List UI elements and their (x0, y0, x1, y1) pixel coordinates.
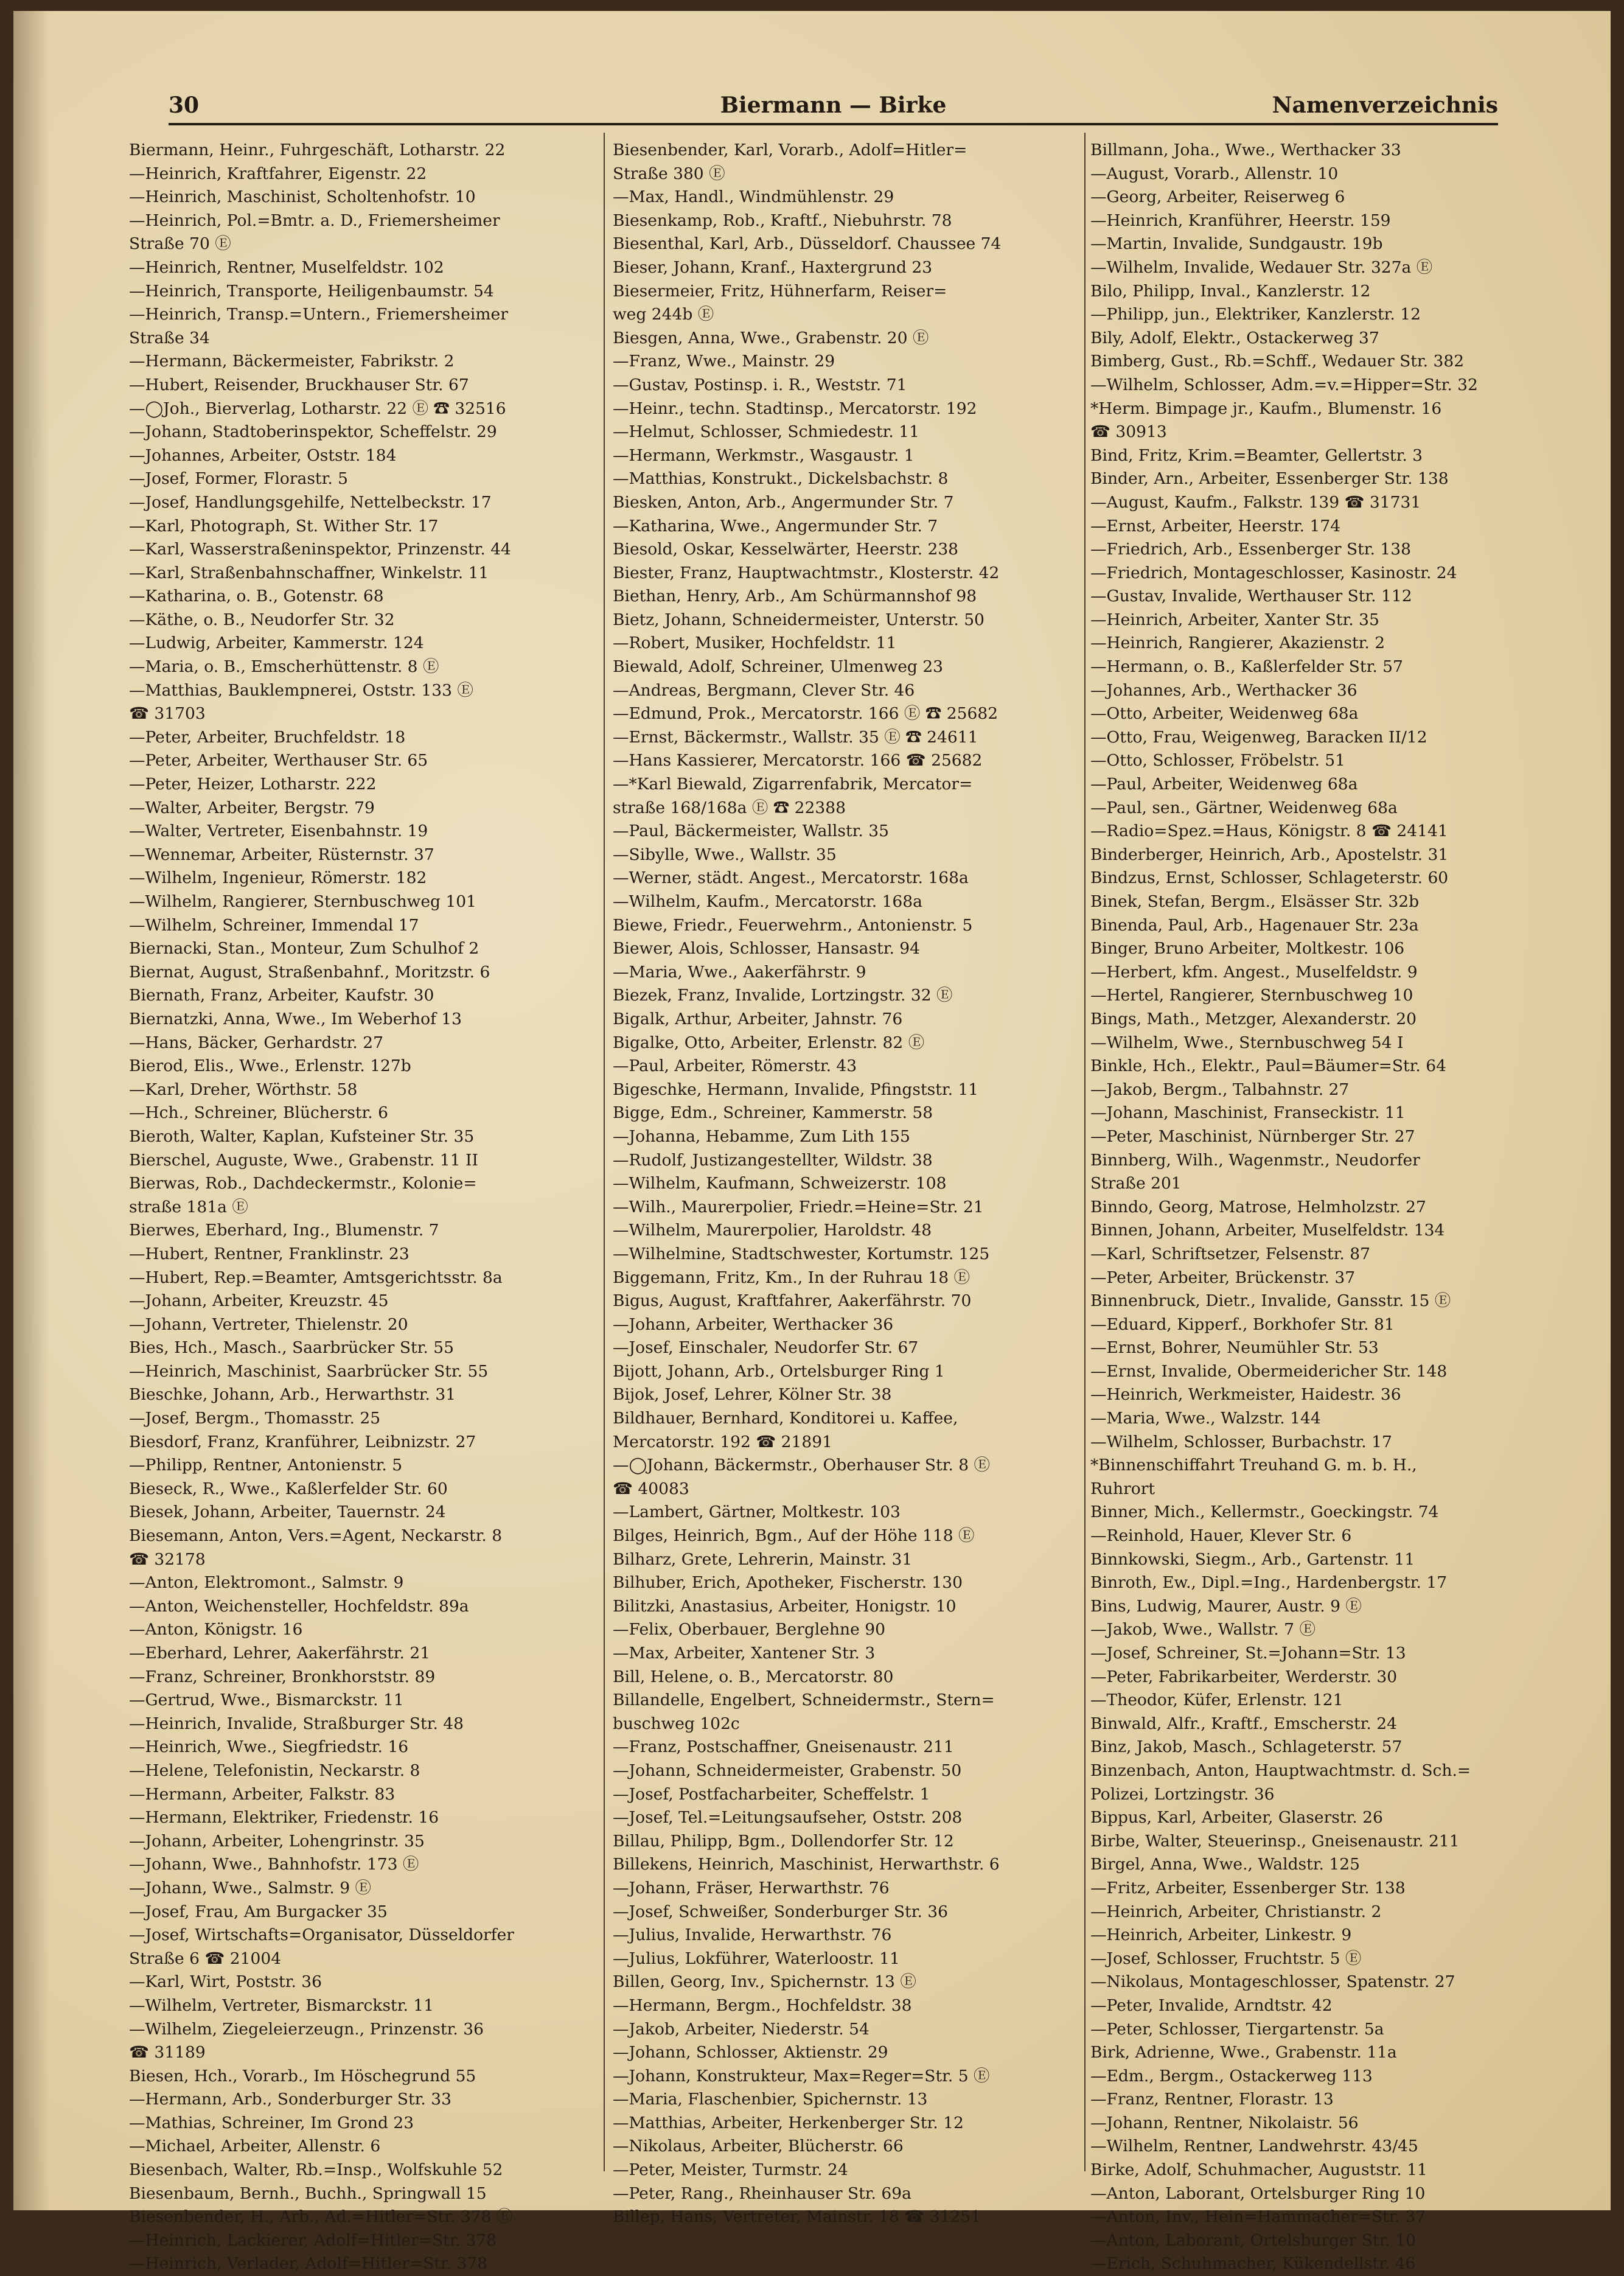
directory-entry: —Heinrich, Rentner, Muselfeldstr. 102 (129, 257, 444, 277)
directory-entry: ☎ 32178 (129, 1549, 206, 1569)
directory-entry: —Matthias, Arbeiter, Herkenberger Str. 12 (613, 2113, 964, 2132)
directory-entry: —Peter, Arbeiter, Brückenstr. 37 (1090, 1268, 1356, 1287)
directory-entry: buschweg 102c (613, 1714, 740, 1733)
directory-entry: Birke, Adolf, Schuhmacher, Auguststr. 11 (1090, 2160, 1427, 2180)
directory-entry: Billekens, Heinrich, Maschinist, Herwarthstr. 6 (613, 1855, 1000, 1874)
directory-entry: Biesermeier, Fritz, Hühnerfarm, Reiser= (613, 281, 947, 301)
directory-entry: —Hermann, Arbeiter, Falkstr. 83 (129, 1784, 396, 1804)
directory-entry: —Hermann, Bäckermeister, Fabrikstr. 2 (129, 352, 455, 371)
directory-entry: Bind, Fritz, Krim.=Beamter, Gellertstr. 3 (1090, 445, 1423, 465)
directory-entry: —Eberhard, Lehrer, Aakerfährstr. 21 (129, 1644, 431, 1663)
directory-entry: Bieser, Johann, Kranf., Haxtergrund 23 (613, 257, 933, 277)
directory-entry: —Ernst, Invalide, Obermeidericher Str. 148 (1090, 1361, 1448, 1381)
directory-entry: Bierwas, Rob., Dachdeckermstr., Kolonie= (129, 1174, 477, 1193)
directory-entry: Binroth, Ew., Dipl.=Ing., Hardenbergstr. 17 (1090, 1573, 1448, 1593)
directory-entry: Bilitzki, Anastasius, Arbeiter, Honigstr. 10 (613, 1596, 957, 1616)
directory-entry: —Anton, Weichensteller, Hochfeldstr. 89a (129, 1596, 469, 1616)
directory-entry: Biethan, Henry, Arb., Am Schürmannshof 98 (613, 587, 977, 606)
directory-entry: —Johann, Schlosser, Aktienstr. 29 (613, 2043, 888, 2062)
directory-entry: straße 181a Ⓔ (129, 1197, 248, 1217)
directory-entry: —Heinrich, Transp.=Untern., Friemersheimer (129, 305, 508, 324)
directory-entry: —Martin, Invalide, Sundgaustr. 19b (1090, 234, 1383, 254)
directory-entry: Bins, Ludwig, Maurer, Austr. 9 Ⓔ (1090, 1596, 1362, 1616)
directory-entry: Bies, Hch., Masch., Saarbrücker Str. 55 (129, 1338, 454, 1358)
directory-entry: —Fritz, Arbeiter, Essenberger Str. 138 (1090, 1878, 1406, 1897)
directory-entry: Bindzus, Ernst, Schlosser, Schlageterstr. 60 (1090, 868, 1449, 888)
directory-entry: Biesenbender, H., Arb., Ad.=Hitler=Str. 378 Ⓔ (129, 2207, 513, 2227)
directory-entry: —Michael, Arbeiter, Allenstr. 6 (129, 2137, 381, 2156)
directory-entry: straße 168/168a Ⓔ ☎ 22388 (613, 798, 846, 817)
directory-entry: Billandelle, Engelbert, Schneidermstr., Stern= (613, 1691, 995, 1710)
directory-entry: Biesek, Johann, Arbeiter, Tauernstr. 24 (129, 1503, 446, 1522)
directory-entry: —Jakob, Arbeiter, Niederstr. 54 (613, 2019, 870, 2039)
directory-entry: —Paul, Bäckermeister, Wallstr. 35 (613, 822, 889, 841)
directory-entry: —Walter, Vertreter, Eisenbahnstr. 19 (129, 822, 428, 841)
directory-entry: Biernacki, Stan., Monteur, Zum Schulhof 2 (129, 939, 479, 958)
directory-entry: *Herm. Bimpage jr., Kaufm., Blumenstr. 16 (1090, 399, 1442, 418)
directory-entry: —Heinrich, Kranführer, Heerstr. 159 (1090, 211, 1391, 230)
directory-entry: Bijott, Johann, Arb., Ortelsburger Ring 1 (613, 1361, 945, 1381)
directory-entry: —Johann, Maschinist, Franseckistr. 11 (1090, 1103, 1406, 1123)
directory-entry: —Wilhelm, Kaufm., Mercatorstr. 168a (613, 892, 922, 911)
directory-entry: —Rudolf, Justizangestellter, Wildstr. 38 (613, 1150, 933, 1170)
directory-entry: —Anton, Elektromont., Salmstr. 9 (129, 1573, 404, 1593)
directory-entry: —Johannes, Arbeiter, Oststr. 184 (129, 445, 397, 465)
directory-entry: —Ernst, Bohrer, Neumühler Str. 53 (1090, 1338, 1379, 1358)
directory-entry: —Wilhelm, Ziegeleierzeugn., Prinzenstr. 36 (129, 2019, 484, 2039)
directory-entry: —Franz, Postschaffner, Gneisenaustr. 211 (613, 1737, 954, 1757)
directory-column-left (129, 139, 593, 2274)
directory-entry: Biester, Franz, Hauptwachtmstr., Klosterstr. 42 (613, 563, 1000, 582)
directory-entry: —Radio=Spez.=Haus, Königstr. 8 ☎ 24141 (1090, 822, 1448, 841)
directory-entry: —Nikolaus, Arbeiter, Blücherstr. 66 (613, 2137, 904, 2156)
directory-entry: —Hubert, Rep.=Beamter, Amtsgerichtsstr. 8a (129, 1268, 503, 1287)
directory-entry: —Gertrud, Wwe., Bismarckstr. 11 (129, 1691, 404, 1710)
directory-entry: —Peter, Meister, Turmstr. 24 (613, 2160, 848, 2180)
directory-entry: Binnenbruck, Dietr., Invalide, Gansstr. 15 Ⓔ (1090, 1291, 1451, 1311)
directory-entry: Birgel, Anna, Wwe., Waldstr. 125 (1090, 1855, 1360, 1874)
directory-entry: —Josef, Wirtschafts=Organisator, Düsseldorfer (129, 1925, 514, 1945)
directory-entry: —Josef, Handlungsgehilfe, Nettelbeckstr. 17 (129, 492, 492, 512)
directory-entry: ☎ 31703 (129, 704, 206, 724)
directory-entry: Binnen, Johann, Arbeiter, Muselfeldstr. 134 (1090, 1221, 1445, 1240)
directory-entry: —Karl, Photograph, St. Wither Str. 17 (129, 516, 439, 536)
directory-entry: Bilhuber, Erich, Apotheker, Fischerstr. 130 (613, 1573, 963, 1593)
directory-entry: —Anton, Königstr. 16 (129, 1620, 303, 1639)
directory-entry: Birbe, Walter, Steuerinsp., Gneisenaustr. 211 (1090, 1831, 1460, 1851)
directory-entry: —Heinrich, Lackierer, Adolf=Hitler=Str. 378 (129, 2230, 497, 2250)
directory-entry: ☎ 30913 (1090, 422, 1167, 442)
directory-entry: Ruhrort (1090, 1479, 1155, 1498)
directory-entry: Binz, Jakob, Masch., Schlageterstr. 57 (1090, 1737, 1403, 1757)
directory-entry: —Katharina, Wwe., Angermunder Str. 7 (613, 516, 938, 536)
directory-entry: —Felix, Oberbauer, Berglehne 90 (613, 1620, 885, 1639)
directory-entry: —Eduard, Kipperf., Borkhofer Str. 81 (1090, 1314, 1395, 1334)
directory-entry: Bings, Math., Metzger, Alexanderstr. 20 (1090, 1009, 1417, 1028)
directory-entry: —Peter, Invalide, Arndtstr. 42 (1090, 1995, 1333, 2015)
directory-entry: —Wilhelm, Invalide, Wedauer Str. 327a Ⓔ (1090, 257, 1433, 277)
directory-entry: Bimberg, Gust., Rb.=Schff., Wedauer Str. 382 (1090, 352, 1465, 371)
directory-entry: —Heinrich, Arbeiter, Xanter Str. 35 (1090, 610, 1379, 629)
directory-entry: —Wilhelm, Vertreter, Bismarckstr. 11 (129, 1995, 434, 2015)
directory-entry: Biesenbach, Walter, Rb.=Insp., Wolfskuhle 52 (129, 2160, 503, 2180)
directory-entry: Bill, Helene, o. B., Mercatorstr. 80 (613, 1667, 894, 1686)
directory-entry: —Heinrich, Arbeiter, Linkestr. 9 (1090, 1925, 1352, 1945)
directory-entry: —Erich, Schuhmacher, Kükendellstr. 46 (1090, 2254, 1416, 2274)
directory-entry: Biewe, Friedr., Feuerwehrm., Antonienstr. 5 (613, 915, 973, 935)
directory-entry: —Käthe, o. B., Neudorfer Str. 32 (129, 610, 395, 629)
directory-entry: Bierwes, Eberhard, Ing., Blumenstr. 7 (129, 1221, 439, 1240)
directory-entry: —Josef, Schweißer, Sonderburger Str. 36 (613, 1902, 949, 1921)
directory-entry: —◯Joh., Bierverlag, Lotharstr. 22 Ⓔ ☎ 32516 (129, 399, 506, 418)
directory-entry: Binderberger, Heinrich, Arb., Apostelstr. 31 (1090, 845, 1449, 864)
directory-entry: —Johann, Wwe., Salmstr. 9 Ⓔ (129, 1878, 371, 1897)
directory-entry: —Paul, sen., Gärtner, Weidenweg 68a (1090, 798, 1398, 817)
directory-entry: —Franz, Schreiner, Bronkhorststr. 89 (129, 1667, 436, 1686)
directory-entry: —Andreas, Bergmann, Clever Str. 46 (613, 680, 915, 700)
directory-entry: —Heinrich, Maschinist, Scholtenhofstr. 10 (129, 187, 476, 207)
directory-entry: Biermann, Heinr., Fuhrgeschäft, Lotharstr. 22 (129, 141, 506, 159)
directory-entry: *Binnenschiffahrt Treuhand G. m. b. H., (1090, 1456, 1417, 1475)
directory-entry: Billen, Georg, Inv., Spichernstr. 13 Ⓔ (613, 1972, 916, 1992)
directory-entry: —Wilhelm, Rangierer, Sternbuschweg 101 (129, 892, 477, 911)
directory-entry: Biewer, Alois, Schlosser, Hansastr. 94 (613, 939, 921, 958)
directory-entry: —Friedrich, Arb., Essenberger Str. 138 (1090, 540, 1411, 559)
directory-entry: Straße 70 Ⓔ (129, 234, 231, 254)
directory-entry: —Hermann, Bergm., Hochfeldstr. 38 (613, 1995, 912, 2015)
directory-entry: —Karl, Dreher, Wörthstr. 58 (129, 1080, 358, 1099)
directory-entry: —Karl, Schriftsetzer, Felsenstr. 87 (1090, 1244, 1370, 1263)
directory-entry: —Johannes, Arb., Werthacker 36 (1090, 680, 1357, 700)
directory-entry: —Hermann, Arb., Sonderburger Str. 33 (129, 2090, 451, 2109)
directory-entry: —Hertel, Rangierer, Sternbuschweg 10 (1090, 986, 1413, 1005)
directory-entry: Bigus, August, Kraftfahrer, Aakerfährstr. 70 (613, 1291, 972, 1311)
directory-entry: —Ernst, Arbeiter, Heerstr. 174 (1090, 516, 1341, 536)
directory-entry: Binder, Arn., Arbeiter, Essenberger Str. 138 (1090, 469, 1449, 489)
directory-entry: —Josef, Bergm., Thomasstr. 25 (129, 1409, 381, 1428)
directory-entry: Binzenbach, Anton, Hauptwachtmstr. d. Sch.= (1090, 1761, 1471, 1780)
directory-entry: —Johann, Fräser, Herwarthstr. 76 (613, 1878, 890, 1897)
directory-entry: —Gustav, Postinsp. i. R., Weststr. 71 (613, 375, 907, 394)
directory-entry: —Wilhelmine, Stadtschwester, Kortumstr. 125 (613, 1244, 990, 1263)
directory-entry: Biggemann, Fritz, Km., In der Ruhrau 18 Ⓔ (613, 1268, 971, 1287)
directory-entry: Binkle, Hch., Elektr., Paul=Bäumer=Str. 64 (1090, 1056, 1446, 1076)
directory-entry: Biezek, Franz, Invalide, Lortzingstr. 32 Ⓔ (613, 986, 953, 1005)
directory-entry: —Jakob, Bergm., Talbahnstr. 27 (1090, 1080, 1350, 1099)
directory-entry: Biesenbender, Karl, Vorarb., Adolf=Hitler= (613, 141, 967, 159)
directory-entry: —Julius, Invalide, Herwarthstr. 76 (613, 1925, 892, 1945)
directory-entry: —Heinr., techn. Stadtinsp., Mercatorstr. 192 (613, 399, 977, 418)
directory-entry: —Edm., Bergm., Ostackerweg 113 (1090, 2066, 1373, 2086)
directory-entry: —Johann, Stadtoberinspektor, Scheffelstr. 29 (129, 422, 497, 442)
directory-entry: —Lambert, Gärtner, Moltkestr. 103 (613, 1503, 901, 1522)
directory-entry: —Theodor, Küfer, Erlenstr. 121 (1090, 1691, 1343, 1710)
directory-entry: —Peter, Heizer, Lotharstr. 222 (129, 775, 377, 794)
directory-entry: Bieroth, Walter, Kaplan, Kufsteiner Str. 35 (129, 1126, 475, 1146)
directory-entry: Biesen, Hch., Vorarb., Im Höschegrund 55 (129, 2066, 476, 2086)
directory-entry: —Matthias, Konstrukt., Dickelsbachstr. 8 (613, 469, 949, 489)
directory-entry: —Josef, Schlosser, Fruchtstr. 5 Ⓔ (1090, 1949, 1362, 1968)
directory-entry: —Otto, Arbeiter, Weidenweg 68a (1090, 704, 1359, 724)
directory-entry: Biernatzki, Anna, Wwe., Im Weberhof 13 (129, 1009, 462, 1028)
directory-entry: —Johann, Wwe., Bahnhofstr. 173 Ⓔ (129, 1855, 419, 1874)
directory-entry: —Johann, Konstrukteur, Max=Reger=Str. 5 Ⓔ (613, 2066, 990, 2086)
directory-entry: —Wilhelm, Maurerpolier, Haroldstr. 48 (613, 1221, 932, 1240)
directory-entry: —Johann, Rentner, Nikolaistr. 56 (1090, 2113, 1359, 2132)
directory-entry: —Helene, Telefonistin, Neckarstr. 8 (129, 1761, 420, 1780)
directory-entry: Biesemann, Anton, Vers.=Agent, Neckarstr. 8 (129, 1526, 503, 1546)
directory-entry: Binenda, Paul, Arb., Hagenauer Str. 23a (1090, 915, 1419, 935)
directory-entry: Binger, Bruno Arbeiter, Moltkestr. 106 (1090, 939, 1405, 958)
directory-entry: Straße 34 (129, 328, 210, 347)
directory-entry: —Josef, Schreiner, St.=Johann=Str. 13 (1090, 1644, 1406, 1663)
directory-entry: Binnkowski, Siegm., Arb., Gartenstr. 11 (1090, 1549, 1415, 1569)
directory-entry: Bierschel, Auguste, Wwe., Grabenstr. 11 II (129, 1150, 478, 1170)
directory-column-right (1090, 139, 1608, 2274)
page-title: Biermann — Birke (720, 93, 947, 118)
directory-entry: —Heinrich, Kraftfahrer, Eigenstr. 22 (129, 164, 427, 183)
directory-entry: —Ernst, Bäckermstr., Wallstr. 35 Ⓔ ☎ 24611 (613, 727, 978, 747)
directory-entry: Bildhauer, Bernhard, Konditorei u. Kaffee, (613, 1409, 958, 1428)
directory-entry: Biesken, Anton, Arb., Angermunder Str. 7 (613, 492, 954, 512)
directory-entry: Bieseck, R., Wwe., Kaßlerfelder Str. 60 (129, 1479, 448, 1498)
directory-entry: —Otto, Schlosser, Fröbelstr. 51 (1090, 751, 1346, 770)
directory-entry: Bijok, Josef, Lehrer, Kölner Str. 38 (613, 1385, 892, 1405)
directory-entry: Binnberg, Wilh., Wagenmstr., Neudorfer (1090, 1150, 1420, 1170)
directory-entry: —Georg, Arbeiter, Reiserweg 6 (1090, 187, 1345, 207)
directory-entry: —Hermann, Elektriker, Friedenstr. 16 (129, 1808, 439, 1827)
directory-entry: —Matthias, Bauklempnerei, Oststr. 133 Ⓔ (129, 680, 473, 700)
directory-entry: —Wilhelm, Schlosser, Burbachstr. 17 (1090, 1432, 1392, 1451)
directory-entry: —Hermann, Werkmstr., Wasgaustr. 1 (613, 445, 915, 465)
directory-entry: Bippus, Karl, Arbeiter, Glaserstr. 26 (1090, 1808, 1383, 1827)
directory-entry: —Josef, Frau, Am Burgacker 35 (129, 1902, 388, 1921)
directory-entry: —Robert, Musiker, Hochfeldstr. 11 (613, 634, 897, 653)
directory-entry: —Josef, Einschaler, Neudorfer Str. 67 (613, 1338, 919, 1358)
directory-entry: —Josef, Postfacharbeiter, Scheffelstr. 1 (613, 1784, 930, 1804)
directory-entry: —August, Vorarb., Allenstr. 10 (1090, 164, 1339, 183)
directory-entry: —Johanna, Hebamme, Zum Lith 155 (613, 1126, 910, 1146)
directory-entry: —Peter, Fabrikarbeiter, Werderstr. 30 (1090, 1667, 1398, 1686)
directory-entry: Bily, Adolf, Elektr., Ostackerweg 37 (1090, 328, 1379, 347)
directory-entry: —Anton, Laborant, Ortelsburger Ring 10 (1090, 2183, 1426, 2203)
directory-entry: —Heinrich, Invalide, Straßburger Str. 48 (129, 1714, 464, 1733)
directory-entry: Biesgen, Anna, Wwe., Grabenstr. 20 Ⓔ (613, 328, 929, 347)
directory-entry: Bilges, Heinrich, Bgm., Auf der Höhe 118 Ⓔ (613, 1526, 975, 1546)
directory-entry: —Heinrich, Wwe., Siegfriedstr. 16 (129, 1737, 409, 1757)
directory-entry: Bietz, Johann, Schneidermeister, Unterstr. 50 (613, 610, 985, 629)
directory-entry: weg 244b Ⓔ (613, 305, 714, 324)
directory-entry: —Johann, Arbeiter, Kreuzstr. 45 (129, 1291, 389, 1311)
directory-entry: —Anton, Inv., Hein=Hammacher=Str. 37 (1090, 2207, 1426, 2227)
directory-entry: —Hubert, Rentner, Franklinstr. 23 (129, 1244, 409, 1263)
directory-entry: —Hch., Schreiner, Blücherstr. 6 (129, 1103, 389, 1123)
directory-entry: Billau, Philipp, Bgm., Dollendorfer Str. 12 (613, 1831, 954, 1851)
directory-entry: —Johann, Schneidermeister, Grabenstr. 50 (613, 1761, 962, 1780)
directory-entry: —Max, Handl., Windmühlenstr. 29 (613, 187, 894, 207)
directory-entry: Binek, Stefan, Bergm., Elsässer Str. 32b (1090, 892, 1420, 911)
directory-entry: Binndo, Georg, Matrose, Helmholzstr. 27 (1090, 1197, 1426, 1217)
directory-column-middle (613, 139, 1081, 2227)
directory-entry: —Otto, Frau, Weigenweg, Baracken II/12 (1090, 727, 1427, 747)
directory-entry: Bieschke, Johann, Arb., Herwarthstr. 31 (129, 1385, 456, 1405)
directory-entry: Bilharz, Grete, Lehrerin, Mainstr. 31 (613, 1549, 913, 1569)
directory-entry: —Anton, Laborant, Ortelsburger Str. 10 (1090, 2230, 1416, 2250)
directory-entry: —Johann, Arbeiter, Lohengrinstr. 35 (129, 1831, 425, 1851)
directory-entry: Binwald, Alfr., Kraftf., Emscherstr. 24 (1090, 1714, 1397, 1733)
directory-entry: Bigalk, Arthur, Arbeiter, Jahnstr. 76 (613, 1009, 903, 1028)
directory-entry: —Philipp, jun., Elektriker, Kanzlerstr. 12 (1090, 305, 1421, 324)
directory-entry: —Wilhelm, Schlosser, Adm.=v.=Hipper=Str. 32 (1090, 375, 1478, 394)
directory-entry: —Paul, Arbeiter, Römerstr. 43 (613, 1056, 857, 1076)
directory-entry: —Wennemar, Arbeiter, Rüsternstr. 37 (129, 845, 434, 864)
directory-entry: —Heinrich, Arbeiter, Christianstr. 2 (1090, 1902, 1382, 1921)
directory-entry: —Wilhelm, Schreiner, Immendal 17 (129, 915, 419, 935)
directory-entry: Billmann, Joha., Wwe., Werthacker 33 (1090, 141, 1401, 159)
directory-entry: ☎ 40083 (613, 1479, 689, 1498)
directory-entry: —Josef, Tel.=Leitungsaufseher, Oststr. 208 (613, 1808, 963, 1827)
directory-entry: Billep, Hans, Vertreter, Mainstr. 18 ☎ 31251 (613, 2207, 981, 2227)
directory-entry: —Karl, Straßenbahnschaffner, Winkelstr. 11 (129, 563, 489, 582)
directory-entry: Biernat, August, Straßenbahnf., Moritzstr. 6 (129, 962, 490, 982)
directory-entry: Bierod, Elis., Wwe., Erlenstr. 127b (129, 1056, 411, 1076)
directory-entry: —Johann, Arbeiter, Werthacker 36 (613, 1314, 894, 1334)
directory-entry: —Paul, Arbeiter, Weidenweg 68a (1090, 775, 1358, 794)
directory-entry: —August, Kaufm., Falkstr. 139 ☎ 31731 (1090, 492, 1421, 512)
directory-entry: —Mathias, Schreiner, Im Grond 23 (129, 2113, 414, 2132)
page-fold-shadow (13, 11, 50, 2210)
directory-entry: —Josef, Former, Florastr. 5 (129, 469, 349, 489)
directory-entry: —Sibylle, Wwe., Wallstr. 35 (613, 845, 837, 864)
column-divider (1084, 133, 1086, 2171)
directory-entry: —Wilhelm, Wwe., Sternbuschweg 54 I (1090, 1033, 1404, 1052)
directory-entry: —Peter, Arbeiter, Werthauser Str. 65 (129, 751, 428, 770)
directory-entry: —Karl, Wirt, Poststr. 36 (129, 1972, 322, 1992)
directory-entry: —Wilhelm, Kaufmann, Schweizerstr. 108 (613, 1174, 947, 1193)
directory-entry: —*Karl Biewald, Zigarrenfabrik, Mercator= (613, 775, 973, 794)
directory-entry: —Friedrich, Montageschlosser, Kasinostr. 24 (1090, 563, 1457, 582)
directory-entry: —Katharina, o. B., Gotenstr. 68 (129, 587, 384, 606)
directory-entry: —Reinhold, Hauer, Klever Str. 6 (1090, 1526, 1352, 1546)
directory-entry: —Helmut, Schlosser, Schmiedestr. 11 (613, 422, 920, 442)
directory-entry: —Heinrich, Pol.=Bmtr. a. D., Friemersheimer (129, 211, 500, 230)
directory-entry: Bigalke, Otto, Arbeiter, Erlenstr. 82 Ⓔ (613, 1033, 925, 1052)
directory-entry: —Edmund, Prok., Mercatorstr. 166 Ⓔ ☎ 25682 (613, 704, 998, 724)
directory-entry: Bigeschke, Hermann, Invalide, Pfingststr. 11 (613, 1080, 979, 1099)
directory-entry: Mercatorstr. 192 ☎ 21891 (613, 1432, 832, 1451)
directory-entry: —Julius, Lokführer, Waterloostr. 11 (613, 1949, 900, 1968)
directory-entry: —Peter, Maschinist, Nürnberger Str. 27 (1090, 1126, 1415, 1146)
directory-entry: Straße 380 Ⓔ (613, 164, 725, 183)
directory-entry: Biesenthal, Karl, Arb., Düsseldorf. Chaussee 74 (613, 234, 1002, 254)
page-number: 30 (169, 93, 200, 118)
directory-entry: —Max, Arbeiter, Xantener Str. 3 (613, 1644, 876, 1663)
directory-entry: Biewald, Adolf, Schreiner, Ulmenweg 23 (613, 657, 944, 677)
directory-entry: Biesdorf, Franz, Kranführer, Leibnizstr. 27 (129, 1432, 476, 1451)
directory-entry: —Maria, o. B., Emscherhüttenstr. 8 Ⓔ (129, 657, 439, 677)
directory-entry: Birk, Adrienne, Wwe., Grabenstr. 11a (1090, 2043, 1397, 2062)
directory-entry: —Wilh., Maurerpolier, Friedr.=Heine=Str. 21 (613, 1197, 984, 1217)
directory-entry: —Hans Kassierer, Mercatorstr. 166 ☎ 25682 (613, 751, 983, 770)
directory-entry: —Franz, Wwe., Mainstr. 29 (613, 352, 835, 371)
directory-entry: Binner, Mich., Kellermstr., Goeckingstr. 74 (1090, 1503, 1439, 1522)
directory-entry: —Karl, Wasserstraßeninspektor, Prinzenstr. 44 (129, 540, 511, 559)
directory-entry: Polizei, Lortzingstr. 36 (1090, 1784, 1275, 1804)
directory-entry: Bigge, Edm., Schreiner, Kammerstr. 58 (613, 1103, 933, 1123)
directory-entry: —Peter, Arbeiter, Bruchfeldstr. 18 (129, 727, 406, 747)
directory-entry: —Franz, Rentner, Florastr. 13 (1090, 2090, 1334, 2109)
directory-entry: Biesenbaum, Bernh., Buchh., Springwall 15 (129, 2183, 487, 2203)
directory-entry: —Jakob, Wwe., Wallstr. 7 Ⓔ (1090, 1620, 1316, 1639)
directory-entry: —Werner, städt. Angest., Mercatorstr. 168a (613, 868, 969, 888)
directory-entry: —Hans, Bäcker, Gerhardstr. 27 (129, 1033, 383, 1052)
directory-entry: —Wilhelm, Rentner, Landwehrstr. 43/45 (1090, 2137, 1418, 2156)
directory-entry: —Heinrich, Maschinist, Saarbrücker Str. 55 (129, 1361, 489, 1381)
directory-entry: —Hubert, Reisender, Bruckhauser Str. 67 (129, 375, 469, 394)
directory-entry: —Johann, Vertreter, Thielenstr. 20 (129, 1314, 408, 1334)
directory-entry: Biesenkamp, Rob., Kraftf., Niebuhrstr. 78 (613, 211, 952, 230)
directory-entry: Biernath, Franz, Arbeiter, Kaufstr. 30 (129, 986, 434, 1005)
directory-entry: —Heinrich, Transporte, Heiligenbaumstr. 54 (129, 281, 494, 301)
directory-entry: Straße 201 (1090, 1174, 1182, 1193)
directory-entry: —Philipp, Rentner, Antonienstr. 5 (129, 1456, 403, 1475)
directory-entry: —Maria, Flaschenbier, Spichernstr. 13 (613, 2090, 928, 2109)
directory-entry: Biesold, Oskar, Kesselwärter, Heerstr. 238 (613, 540, 959, 559)
directory-entry: —Herbert, kfm. Angest., Muselfeldstr. 9 (1090, 962, 1418, 982)
directory-entry: —Ludwig, Arbeiter, Kammerstr. 124 (129, 634, 424, 653)
directory-entry: —Peter, Schlosser, Tiergartenstr. 5a (1090, 2019, 1384, 2039)
directory-entry: —Maria, Wwe., Walzstr. 144 (1090, 1409, 1321, 1428)
page-header (169, 89, 1498, 125)
directory-entry: —Heinrich, Rangierer, Akazienstr. 2 (1090, 634, 1385, 653)
directory-entry: Bilo, Philipp, Inval., Kanzlerstr. 12 (1090, 281, 1371, 301)
directory-entry: —Wilhelm, Ingenieur, Römerstr. 182 (129, 868, 427, 888)
directory-entry: —Heinrich, Verlader, Adolf=Hitler=Str. 378 (129, 2254, 488, 2274)
directory-page (13, 11, 1611, 2274)
column-divider (604, 133, 605, 2171)
directory-entry: —Gustav, Invalide, Werthauser Str. 112 (1090, 587, 1412, 606)
directory-entry: —Hermann, o. B., Kaßlerfelder Str. 57 (1090, 657, 1403, 677)
section-title: Namenverzeichnis (1272, 93, 1498, 118)
directory-entry: —Heinrich, Werkmeister, Haidestr. 36 (1090, 1385, 1401, 1405)
directory-entry: —Maria, Wwe., Aakerfährstr. 9 (613, 962, 866, 982)
directory-entry: —Peter, Rang., Rheinhauser Str. 69a (613, 2183, 911, 2203)
directory-entry: —◯Johann, Bäckermstr., Oberhauser Str. 8 Ⓔ (613, 1456, 991, 1475)
directory-entry: ☎ 31189 (129, 2043, 206, 2062)
directory-entry: —Walter, Arbeiter, Bergstr. 79 (129, 798, 375, 817)
directory-entry: Straße 6 ☎ 21004 (129, 1949, 282, 1968)
directory-entry: —Nikolaus, Montageschlosser, Spatenstr. 27 (1090, 1972, 1455, 1992)
